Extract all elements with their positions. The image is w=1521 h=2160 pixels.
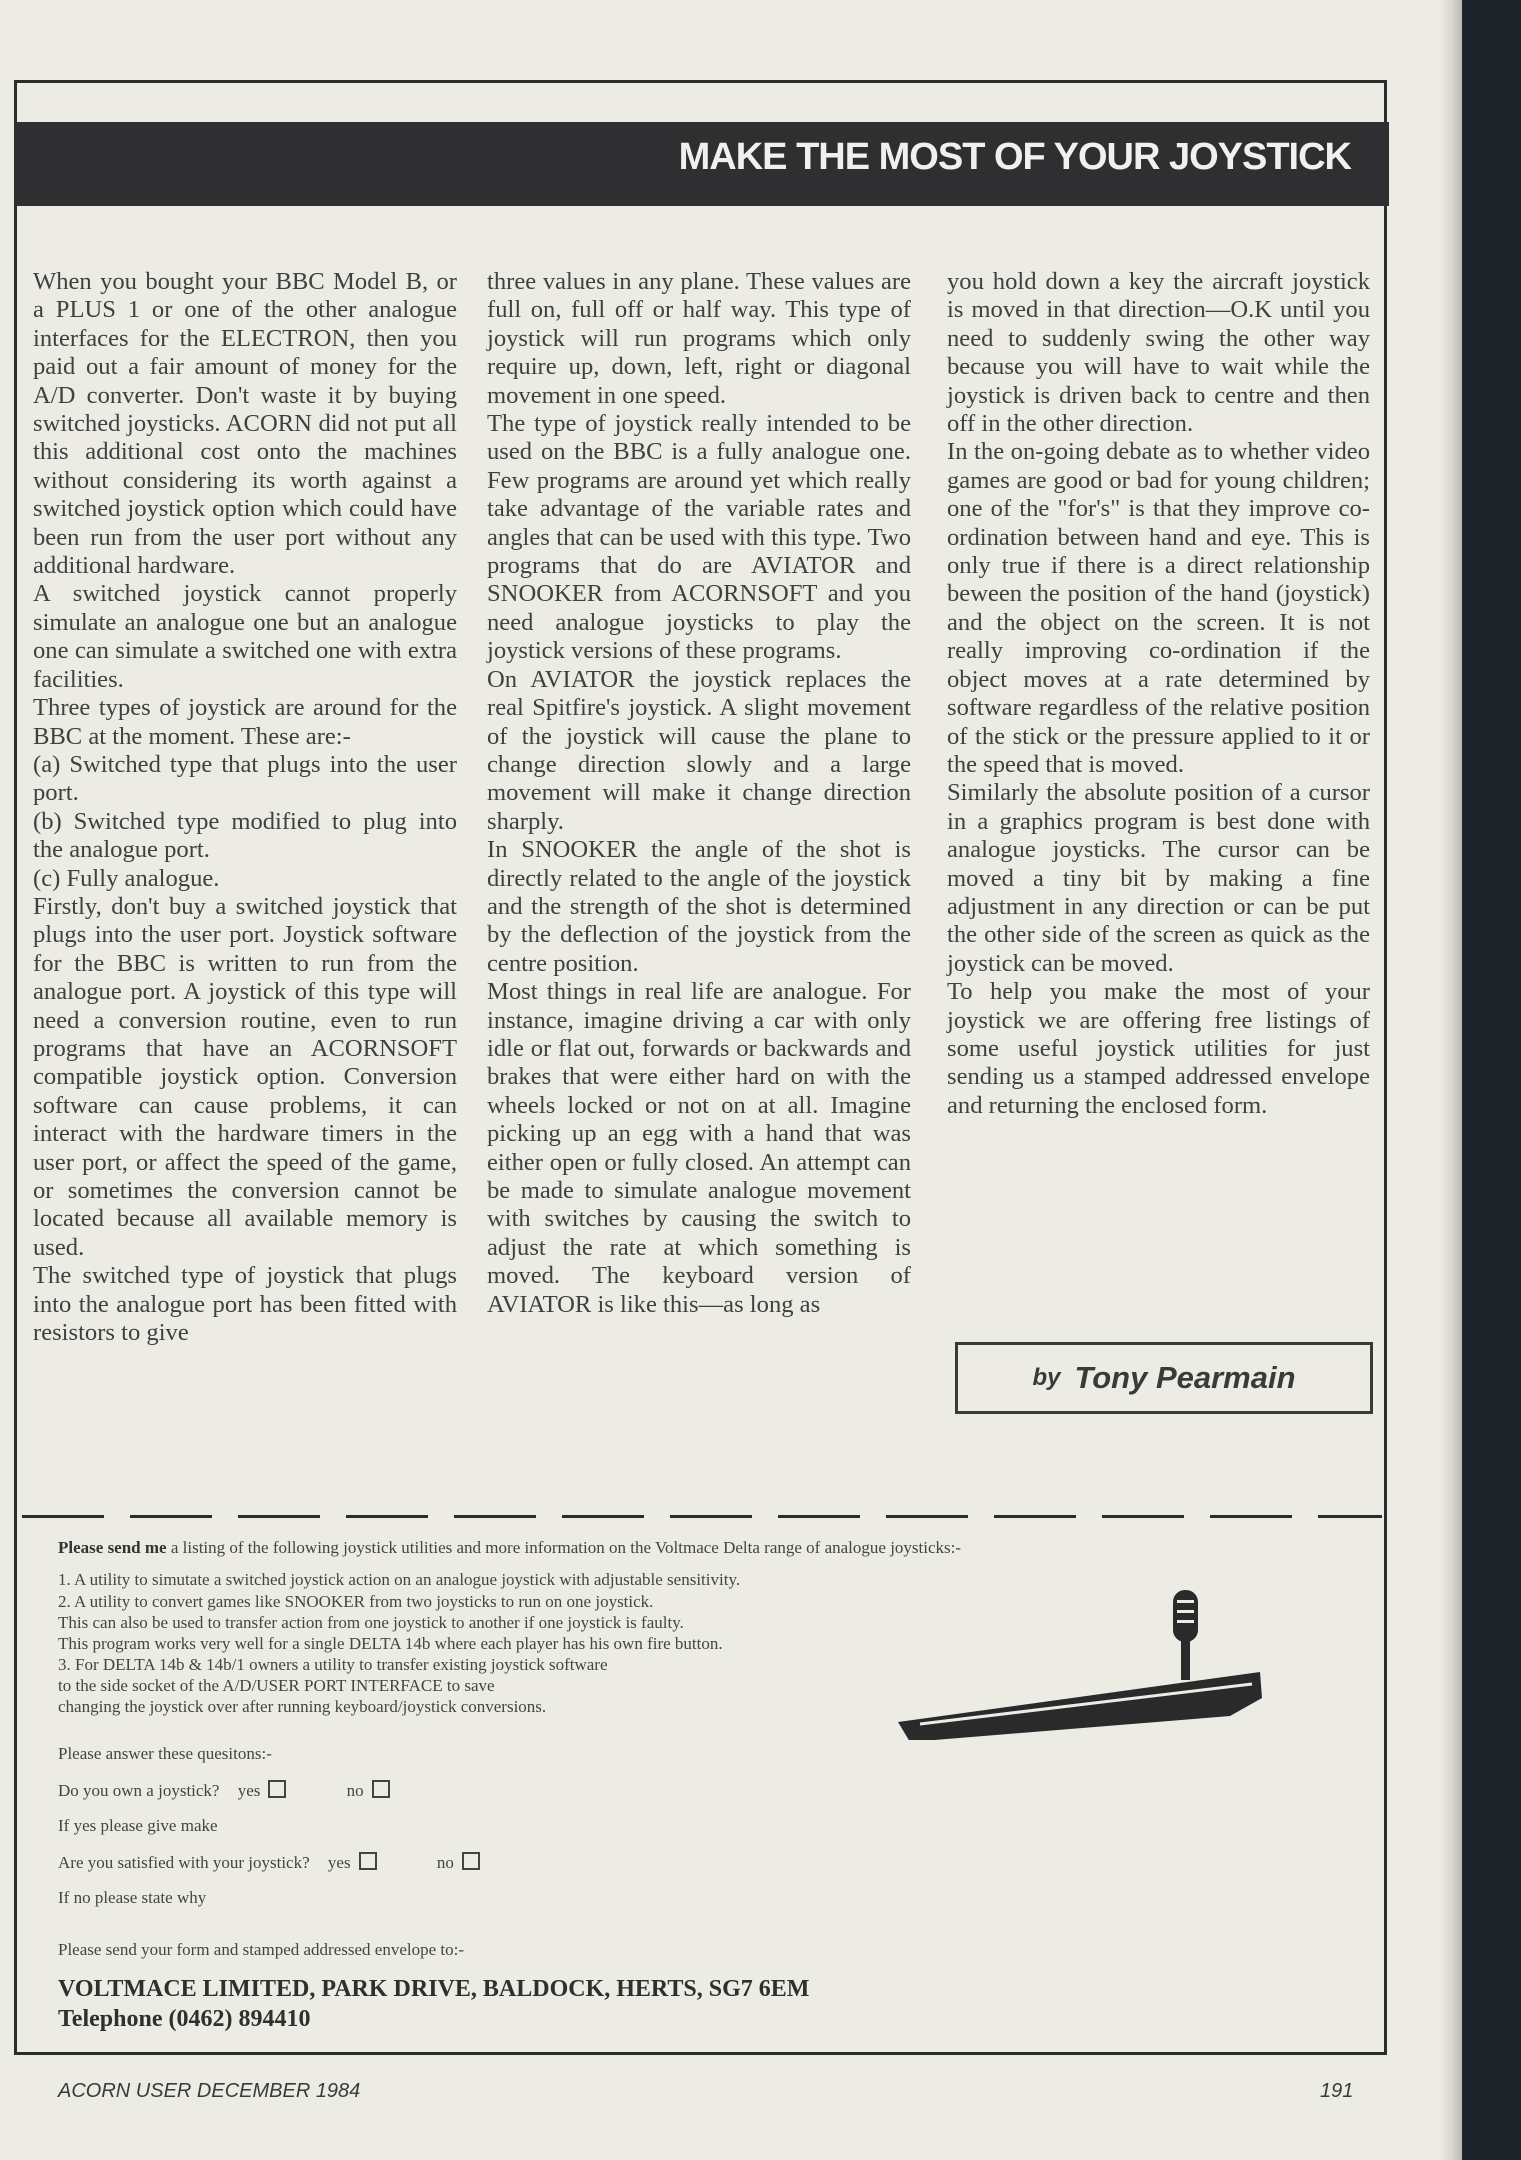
questions-heading: Please answer these quesitons:-	[58, 1744, 272, 1763]
grip-line	[1177, 1610, 1194, 1613]
coupon-item: 2. A utility to convert games like SNOOKER from two joysticks to run on one joystick.	[58, 1592, 654, 1611]
coupon-item: This program works very well for a single DELTA 14b where each player has his own fire button.	[58, 1634, 723, 1653]
coupon-intro-text: a listing of the following joystick utilities and more information on the Voltmace Delta range of analogue joysticks:-	[166, 1538, 962, 1557]
question-2-text: Are you satisfied with your joystick?	[58, 1853, 310, 1872]
paragraph: The switched type of joystick that plugs into the analogue port has been fitted with resistors to give	[33, 1262, 457, 1347]
company-name: VOLTMACE LIMITED, PARK DRIVE, BALDOCK, HERTS, SG7 6EM	[58, 1976, 810, 2002]
magazine-footer: ACORN USER DECEMBER 1984	[58, 2080, 361, 2102]
paragraph: three values in any plane. These values are full on, full off or half way. This type of joystick will run programs which only require up, down, left, right or diagonal movement in one speed.	[487, 268, 911, 409]
byline	[955, 1342, 1373, 1414]
q2-yes-label: yes	[327, 1853, 351, 1872]
joystick-handle	[1173, 1590, 1198, 1642]
paragraph: Three types of joystick are around for the BBC at the moment. These are:-	[33, 694, 457, 750]
paragraph: you hold down a key the aircraft joystick is moved in that direction—O.K until you need to suddenly swing the other way because you will have to wait while the joystick is driven back to centre and then off in the other direction.	[947, 268, 1370, 438]
q1-yes-checkbox[interactable]	[268, 1780, 286, 1798]
q1-no-label: no	[346, 1781, 364, 1800]
page-edge	[1440, 0, 1462, 2160]
article-column-3	[947, 268, 1370, 1120]
paragraph: (c) Fully analogue.	[33, 864, 220, 892]
paragraph: The type of joystick really intended to be used on the BBC is a fully analogue one. Few programs are around yet which really take advantage of the variable rates and angles that can be used with this type. Two programs that do are AVIATOR and SNOOKER from ACORNSOFT and you need analogue joysticks to play the joystick versions of these programs.	[487, 410, 911, 665]
joystick-shaft	[1181, 1636, 1190, 1680]
q2-no-checkbox[interactable]	[462, 1852, 480, 1870]
joystick-illustration	[890, 1580, 1270, 1740]
coupon-item: 3. For DELTA 14b & 14b/1 owners a utility to transfer existing joystick software	[58, 1655, 608, 1674]
coupon-item: changing the joystick over after running keyboard/joystick conversions.	[58, 1697, 547, 1716]
question-1	[58, 1780, 390, 1801]
paragraph: In the on-going debate as to whether video games are good or bad for young children; one of the "for's" is that they improve co-ordination between hand and eye. This is only true if there is a direct relationship beween the position of the hand (joystick) and the object on the screen. It is not really improving co-ordination if the object moves at a rate determined by software regardless of the relative position of the stick or the pressure applied to it or the speed that is moved.	[947, 438, 1370, 778]
cut-line	[22, 1515, 1382, 1518]
question-2-followup: If no please state why	[58, 1888, 207, 1907]
paragraph: (b) Switched type modified to plug into the analogue port.	[33, 807, 457, 864]
paragraph: On AVIATOR the joystick replaces the real Spitfire's joystick. A slight movement of the joystick will cause the plane to change direction slowly and a large movement will make it change direction sharply.	[487, 665, 911, 835]
grip-line	[1177, 1600, 1194, 1603]
paragraph: Most things in real life are analogue. For instance, imagine driving a car with only idle or flat out, forwards or backwards and brakes that were either hard on with the wheels locked or not on at all. Imagine picking up an egg with a hand that was either open or fully closed. An attempt can be made to simulate analogue movement with switches by causing the switch to adjust the rate at which something is moved. The keyboard version of AVIATOR is like this—as long as	[487, 978, 911, 1318]
send-instructions: Please send your form and stamped addressed envelope to:-	[58, 1940, 464, 1959]
paragraph: (a) Switched type that plugs into the user port.	[33, 750, 457, 807]
company-address	[58, 1974, 809, 2034]
q2-no-label: no	[436, 1853, 454, 1872]
question-1-followup: If yes please give make	[58, 1816, 218, 1835]
paragraph: To help you make the most of your joystick we are offering free listings of some useful joystick utilities for just sending us a stamped addressed envelope and returning the enclosed form.	[947, 978, 1370, 1119]
article-column-2	[487, 268, 911, 1319]
paragraph: Firstly, don't buy a switched joystick that plugs into the user port. Joystick software for the BBC is written to run from the analogue port. A joystick of this type will need a conversion routine, even to run programs that have an ACORNSOFT compatible joystick option. Conversion software can cause problems, it can interact with the hardware timers in the user port, or affect the speed of the game, or sometimes the conversion cannot be located because all available memory is used.	[33, 892, 457, 1261]
coupon-item: 1. A utility to simutate a switched joystick action on an analogue joystick with adjustable sensitivity.	[58, 1570, 741, 1589]
article-column-1	[33, 268, 457, 1347]
page-number: 191	[1320, 2080, 1354, 2102]
coupon-item: to the side socket of the A/D/USER PORT INTERFACE to save	[58, 1676, 495, 1695]
company-telephone: Telephone (0462) 894410	[58, 2006, 311, 2032]
question-2	[58, 1852, 480, 1873]
coupon-intro	[58, 1538, 1358, 1558]
question-1-text: Do you own a joystick?	[58, 1781, 220, 1800]
q1-yes-label: yes	[237, 1781, 261, 1800]
title-banner	[16, 122, 1389, 206]
paragraph: A switched joystick cannot properly simulate an analogue one but an analogue one can simulate a switched one with extra facilities.	[33, 580, 457, 693]
coupon-item: This can also be used to transfer action from one joystick to another if one joystick is faulty.	[58, 1613, 684, 1632]
paragraph: When you bought your BBC Model B, or a PLUS 1 or one of the other analogue interfaces for the ELECTRON, then you paid out a fair amount of money for the A/D converter. Don't waste it by buying switched joysticks. ACORN did not put all this additional cost onto the machines without considering its worth against a switched joystick option which could have been run from the user port without any additional hardware.	[33, 268, 457, 580]
q2-yes-checkbox[interactable]	[359, 1852, 377, 1870]
byline-by: by	[1032, 1364, 1061, 1391]
article-title: MAKE THE MOST OF YOUR JOYSTICK	[678, 136, 1351, 178]
paragraph: Similarly the absolute position of a cursor in a graphics program is best done with analogue joysticks. The cursor can be moved a tiny bit by making a fine adjustment in any direction or can be put the other side of the screen as quick as the joystick can be moved.	[947, 779, 1370, 977]
coupon-intro-bold: Please send me	[58, 1538, 167, 1557]
q1-no-checkbox[interactable]	[372, 1780, 390, 1798]
paragraph: In SNOOKER the angle of the shot is directly related to the angle of the joystick and the strength of the shot is determined by the deflection of the joystick from the centre position.	[487, 836, 911, 977]
grip-line	[1177, 1620, 1194, 1623]
author-name: Tony Pearmain	[1074, 1360, 1296, 1395]
